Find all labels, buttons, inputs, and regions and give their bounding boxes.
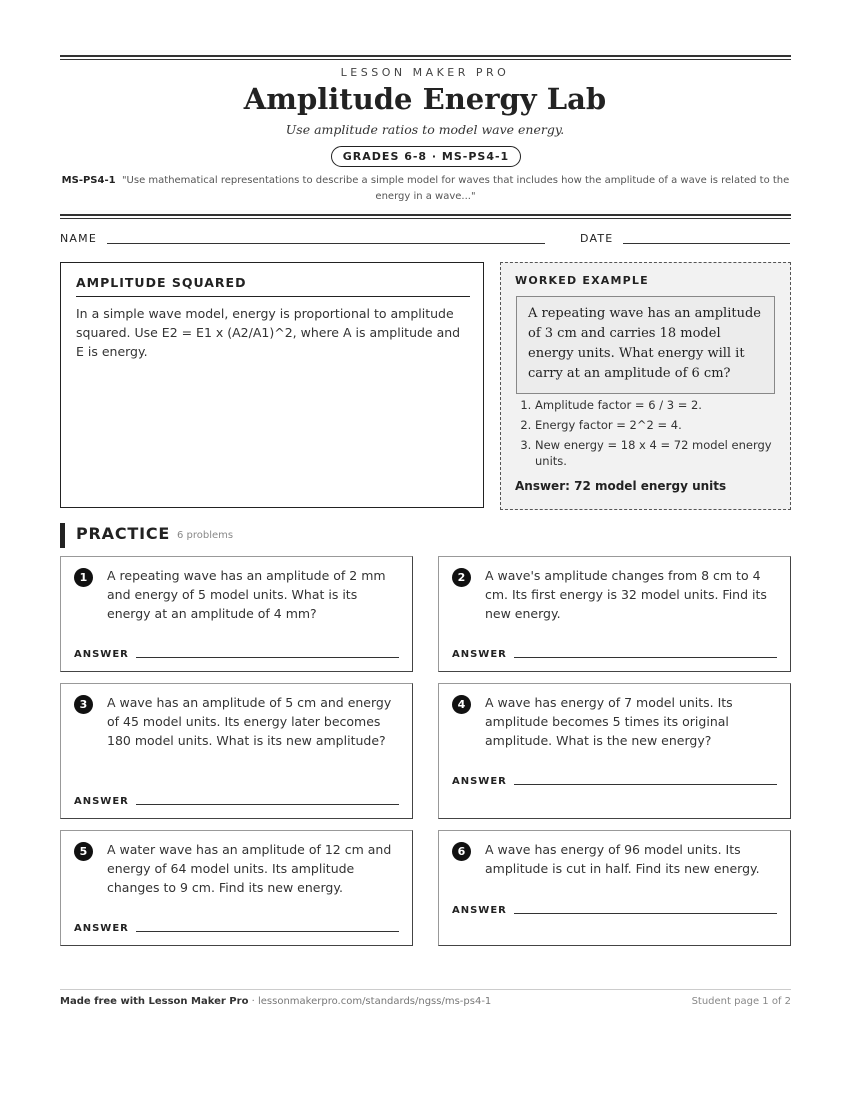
problem-text: A wave has energy of 96 model units. Its amplitude is cut in half. Find its new energy. xyxy=(485,842,760,876)
answer-field[interactable] xyxy=(514,784,777,785)
answer-label: ANSWER xyxy=(452,776,507,787)
answer-label: ANSWER xyxy=(74,923,129,934)
answer-field[interactable] xyxy=(514,913,777,914)
grades-badge: GRADES 6-8 · MS-PS4-1 xyxy=(331,146,521,167)
answer-label: ANSWER xyxy=(74,796,129,807)
concept-divider xyxy=(76,296,470,297)
worked-example-step: 1. Amplitude factor = 6 / 3 = 2. xyxy=(535,397,795,413)
problem-card xyxy=(438,683,791,819)
problem-number-badge: 4 xyxy=(452,695,471,714)
answer-field[interactable] xyxy=(514,657,777,658)
name-field[interactable] xyxy=(107,243,545,244)
concept-box xyxy=(60,262,484,508)
problem-number-badge: 2 xyxy=(452,568,471,587)
problem-text: A wave's amplitude changes from 8 cm to 4 cm. Its first energy is 32 model units. Find its new energy. xyxy=(485,568,767,621)
problem-number-badge: 3 xyxy=(74,695,93,714)
header-bottom-rule xyxy=(60,214,791,216)
practice-title: PRACTICE xyxy=(76,524,171,543)
answer-label: ANSWER xyxy=(452,649,507,660)
page-subtitle: Use amplitude ratios to model wave energy. xyxy=(285,122,565,137)
top-rule xyxy=(60,55,791,57)
footer-url: · lessonmakerpro.com/standards/ngss/ms-ps4-1 xyxy=(248,996,492,1007)
footer-made-with: Made free with Lesson Maker Pro xyxy=(60,996,249,1007)
answer-field[interactable] xyxy=(136,657,399,658)
answer-field[interactable] xyxy=(136,931,399,932)
worked-example-answer: Answer: 72 model energy units xyxy=(515,479,727,493)
problem-card xyxy=(438,556,791,672)
problem-text: A wave has energy of 7 model units. Its amplitude becomes 5 times its original amplitude. What is the new energy? xyxy=(485,695,733,748)
worked-example-question: A repeating wave has an amplitude of 3 cm and carries 18 model energy units. What energy will it carry at an amplitude of 6 cm? xyxy=(516,296,775,394)
answer-field[interactable] xyxy=(136,804,399,805)
problem-number-badge: 6 xyxy=(452,842,471,861)
problem-number-badge: 5 xyxy=(74,842,93,861)
concept-body: In a simple wave model, energy is proportional to amplitude squared. Use E2 = E1 x (A2/A1)^2, where A is amplitude and E is energy. xyxy=(76,306,461,359)
footer-credit xyxy=(60,996,491,1007)
answer-label: ANSWER xyxy=(74,649,129,660)
problem-card xyxy=(60,830,413,946)
worked-example-box xyxy=(500,262,791,510)
problem-card xyxy=(60,683,413,819)
brand-name: LESSON MAKER PRO xyxy=(340,66,510,79)
practice-count: 6 problems xyxy=(177,530,234,541)
standard-code: MS-PS4-1 xyxy=(61,175,116,186)
footer-page-number: Student page 1 of 2 xyxy=(691,996,791,1007)
name-label: NAME xyxy=(60,232,97,245)
concept-heading: AMPLITUDE SQUARED xyxy=(76,275,247,290)
practice-accent-bar xyxy=(60,523,65,548)
date-label: DATE xyxy=(580,232,614,245)
problem-card xyxy=(60,556,413,672)
standard-text: "Use mathematical representations to describe a simple model for waves that includes how the amplitude of a wave is related to the energy in a wave..." xyxy=(121,175,790,202)
problem-card xyxy=(438,830,791,946)
worked-example-heading: WORKED EXAMPLE xyxy=(515,274,649,287)
date-field[interactable] xyxy=(623,243,790,244)
problem-text: A wave has an amplitude of 5 cm and energy of 45 model units. Its energy later becomes 180 model units. What is its new amplitude? xyxy=(107,695,392,748)
footer-rule xyxy=(60,989,791,990)
problem-number-badge: 1 xyxy=(74,568,93,587)
worked-example-step: 2. Energy factor = 2^2 = 4. xyxy=(535,417,795,433)
standard-statement xyxy=(60,173,791,205)
worked-example-step: 3. New energy = 18 x 4 = 72 model energy units. xyxy=(535,437,795,469)
answer-label: ANSWER xyxy=(452,905,507,916)
problem-text: A water wave has an amplitude of 12 cm and energy of 64 model units. Its amplitude changes to 9 cm. Find its new energy. xyxy=(107,842,392,895)
problem-text: A repeating wave has an amplitude of 2 mm and energy of 5 model units. What is its energy at an amplitude of 4 mm? xyxy=(107,568,386,621)
page-title: Amplitude Energy Lab xyxy=(243,82,607,116)
worked-example-steps xyxy=(515,397,795,473)
